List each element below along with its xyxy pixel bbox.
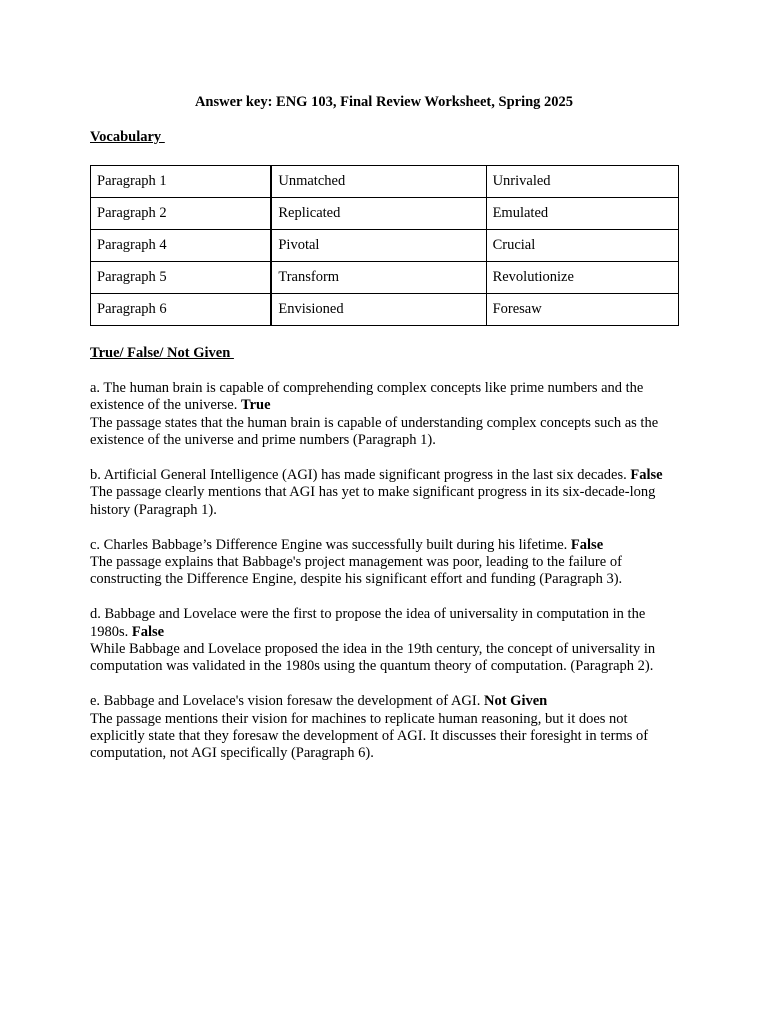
question-answer: Not Given bbox=[484, 693, 548, 710]
word-cell: Envisioned bbox=[271, 294, 486, 326]
table-row bbox=[91, 294, 679, 326]
word-cell: Replicated bbox=[271, 198, 486, 230]
synonym-cell: Revolutionize bbox=[486, 262, 678, 294]
vocabulary-heading: Vocabulary bbox=[90, 129, 165, 145]
paragraph-cell: Paragraph 4 bbox=[91, 230, 272, 262]
question-explanation: The passage clearly mentions that AGI has yet to make significant progress in its six-decade-long history (Paragraph 1). bbox=[90, 484, 656, 518]
synonym-cell: Unrivaled bbox=[486, 166, 678, 198]
question-a bbox=[90, 380, 680, 450]
question-b bbox=[90, 467, 680, 519]
question-explanation: While Babbage and Lovelace proposed the idea in the 19th century, the concept of universality in computation was validated in the 1980s using the quantum theory of computation. (Paragraph 2). bbox=[90, 641, 656, 675]
question-explanation: The passage explains that Babbage's project management was poor, leading to the failure of constructing the Difference Engine, despite his significant effort and funding (Paragraph 3). bbox=[90, 554, 623, 588]
true-false-heading: True/ False/ Not Given bbox=[90, 345, 234, 361]
synonym-cell: Crucial bbox=[486, 230, 678, 262]
paragraph-cell: Paragraph 5 bbox=[91, 262, 272, 294]
question-answer: False bbox=[570, 536, 604, 553]
true-false-questions bbox=[90, 380, 680, 780]
table-row bbox=[91, 262, 679, 294]
table-row bbox=[91, 166, 679, 198]
question-statement: e. Babbage and Lovelace's vision foresaw the development of AGI. bbox=[90, 693, 484, 710]
question-statement: d. Babbage and Lovelace were the first to propose the idea of universality in computation in the 1980s. bbox=[90, 606, 646, 640]
paragraph-cell: Paragraph 2 bbox=[91, 198, 272, 230]
question-e bbox=[90, 693, 680, 763]
vocabulary-table bbox=[90, 165, 679, 326]
paragraph-cell: Paragraph 1 bbox=[91, 166, 272, 198]
document-title: Answer key: ENG 103, Final Review Worksheet, Spring 2025 bbox=[194, 94, 574, 110]
question-explanation: The passage mentions their vision for machines to replicate human reasoning, but it does not explicitly state that they foresaw the development of AGI. It discusses their foresight in terms of computation, not AGI specifically (Paragraph 6). bbox=[90, 710, 649, 762]
synonym-cell: Emulated bbox=[486, 198, 678, 230]
word-cell: Transform bbox=[271, 262, 486, 294]
question-d bbox=[90, 606, 680, 676]
table-row bbox=[91, 230, 679, 262]
table-row bbox=[91, 198, 679, 230]
question-c bbox=[90, 537, 680, 589]
word-cell: Unmatched bbox=[271, 166, 486, 198]
question-statement: c. Charles Babbage’s Difference Engine was successfully built during his lifetime. bbox=[90, 536, 571, 553]
question-statement: b. Artificial General Intelligence (AGI) has made significant progress in the last six decades. bbox=[90, 467, 631, 484]
question-answer: False bbox=[630, 467, 663, 484]
paragraph-cell: Paragraph 6 bbox=[91, 294, 272, 326]
question-explanation: The passage states that the human brain is capable of understanding complex concepts such as the existence of the universe and prime numbers (Paragraph 1). bbox=[90, 414, 659, 449]
question-statement: a. The human brain is capable of comprehending complex concepts like prime numbers and the existence of the universe. bbox=[90, 380, 644, 414]
question-answer: True bbox=[240, 397, 271, 414]
word-cell: Pivotal bbox=[271, 230, 486, 262]
question-answer: False bbox=[131, 623, 165, 640]
synonym-cell: Foresaw bbox=[486, 294, 678, 326]
